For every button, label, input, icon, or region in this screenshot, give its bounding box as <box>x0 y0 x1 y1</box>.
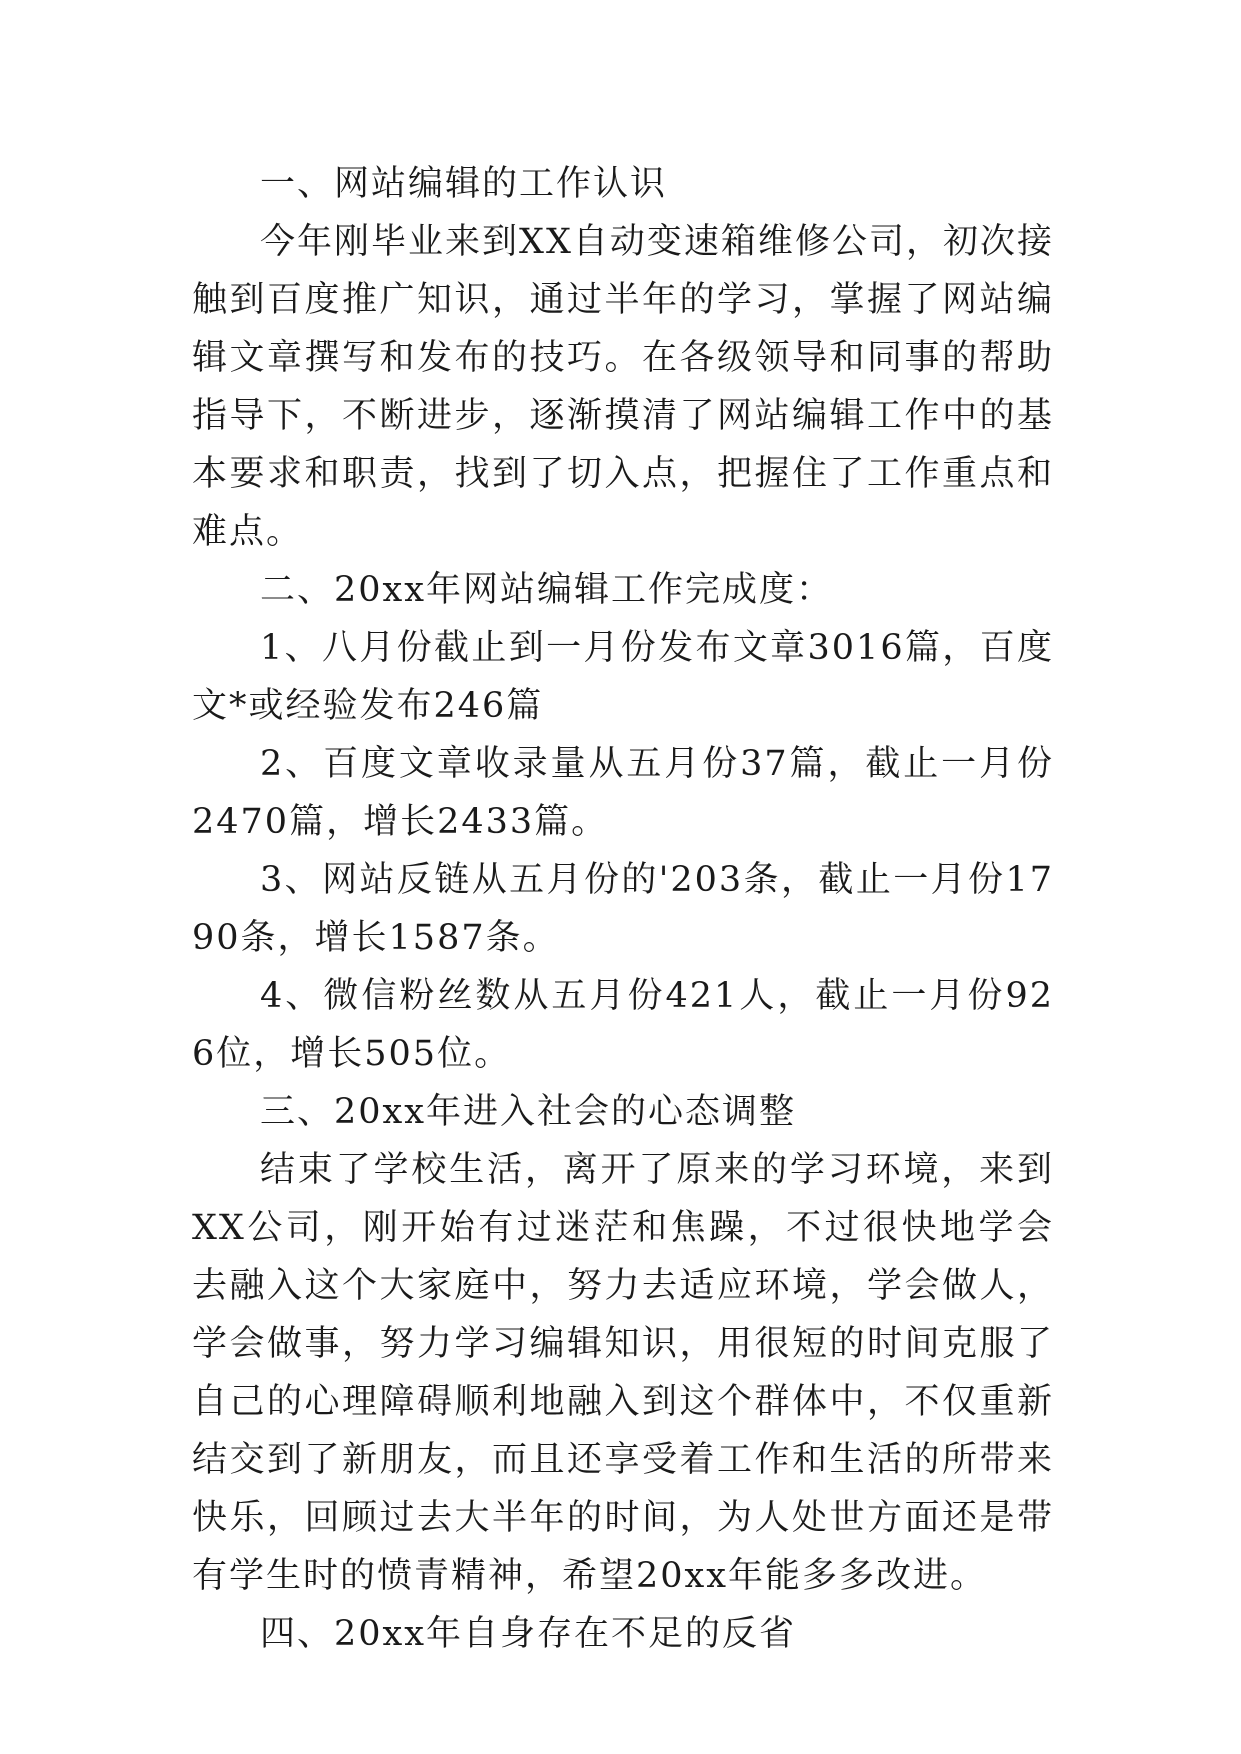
section-heading-reflection: 四、20xx年自身存在不足的反省 <box>260 1614 797 1654</box>
list-item-indexing: 2、百度文章收录量从五月份37篇，截止一月份2470篇，增长2433篇。 <box>192 744 1054 842</box>
paragraph-mindset: 结束了学校生活，离开了原来的学习环境，来到XX公司，刚开始有过迷茫和焦躁，不过很快地学会去融入这个大家庭中，努力去适应环境，学会做人，学会做事，努力学习编辑知识，用很短的时间克服了自己的心理障碍顺利地融入到这个群体中，不仅重新结交到了新朋友，而且还享受着工作和生活的所带来快乐，回顾过去大半年的时间，为人处世方面还是带有学生时的愤青精神，希望20xx年能多多改进。 <box>192 1150 1054 1596</box>
section-heading-mindset: 三、20xx年进入社会的心态调整 <box>260 1092 797 1132</box>
list-item-wechat-fans: 4、微信粉丝数从五月份421人，截止一月份926位，增长505位。 <box>192 976 1054 1074</box>
list-item-articles: 1、八月份截止到一月份发布文章3016篇，百度文*或经验发布246篇 <box>192 628 1054 726</box>
list-item-backlinks: 3、网站反链从五月份的'203条，截止一月份1790条，增长1587条。 <box>192 860 1054 958</box>
paragraph-intro: 今年刚毕业来到XX自动变速箱维修公司，初次接触到百度推广知识，通过半年的学习，掌握了网站编辑文章撰写和发布的技巧。在各级领导和同事的帮助指导下，不断进步，逐渐摸清了网站编辑工作中的基本要求和职责，找到了切入点，把握住了工作重点和难点。 <box>192 222 1054 552</box>
document-body <box>192 155 1054 1663</box>
section-heading-work-understanding: 一、网站编辑的工作认识 <box>260 164 668 204</box>
section-heading-completion: 二、20xx年网站编辑工作完成度： <box>260 570 834 610</box>
